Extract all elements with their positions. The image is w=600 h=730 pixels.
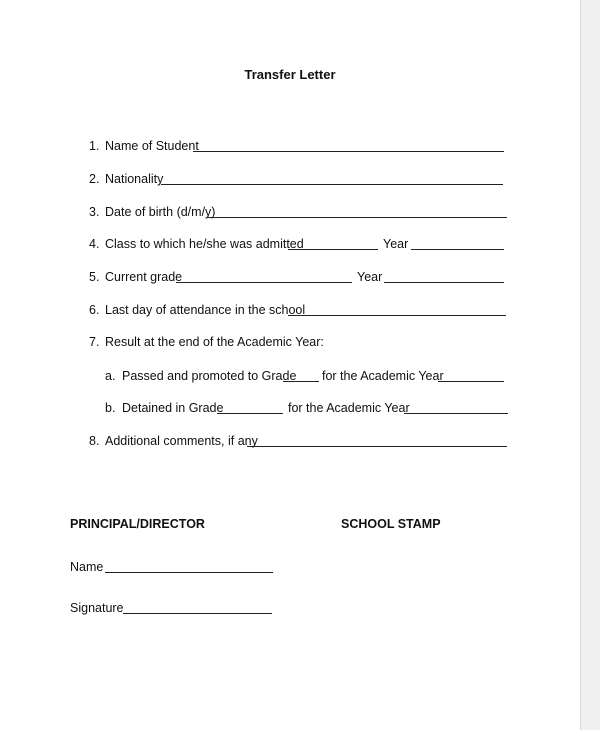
item-4-label: Class to which he/she was admitted: [105, 237, 304, 251]
class-admitted-field[interactable]: [288, 249, 378, 250]
subitem-b-label: Detained in Grade: [122, 401, 224, 415]
current-grade-field[interactable]: [176, 282, 352, 283]
class-admitted-year-field[interactable]: [411, 249, 504, 250]
item-2-label: Nationality: [105, 172, 164, 186]
item-6-number: 6.: [89, 303, 100, 317]
item-3-number: 3.: [89, 205, 100, 219]
subitem-a-letter: a.: [105, 369, 116, 383]
item-5-year-label: Year: [357, 270, 383, 284]
subitem-b-academic-year-label: for the Academic Year: [288, 401, 410, 415]
item-7-label: Result at the end of the Academic Year:: [105, 335, 324, 349]
document-title: Transfer Letter: [244, 67, 336, 82]
additional-comments-field[interactable]: [247, 446, 507, 447]
item-8-number: 8.: [89, 434, 100, 448]
school-stamp-heading: SCHOOL STAMP: [341, 517, 441, 531]
detained-grade-field[interactable]: [217, 413, 283, 414]
principal-heading: PRINCIPAL/DIRECTOR: [70, 517, 205, 531]
principal-name-label: Name: [70, 560, 104, 574]
item-7-number: 7.: [89, 335, 100, 349]
principal-signature-field[interactable]: [123, 613, 272, 614]
item-4-year-label: Year: [383, 237, 409, 251]
item-1-label: Name of Student: [105, 139, 199, 153]
last-attendance-day-field[interactable]: [288, 315, 506, 316]
promoted-academic-year-field[interactable]: [438, 381, 504, 382]
principal-name-field[interactable]: [105, 572, 273, 573]
date-of-birth-field[interactable]: [208, 217, 507, 218]
item-2-number: 2.: [89, 172, 100, 186]
student-name-field[interactable]: [193, 151, 504, 152]
item-3-label: Date of birth (d/m/y): [105, 205, 216, 219]
item-1-number: 1.: [89, 139, 100, 153]
subitem-a-label: Passed and promoted to Grade: [122, 369, 297, 383]
current-grade-year-field[interactable]: [384, 282, 504, 283]
item-6-label: Last day of attendance in the school: [105, 303, 306, 317]
nationality-field[interactable]: [161, 184, 503, 185]
item-8-label: Additional comments, if any: [105, 434, 258, 448]
principal-signature-label: Signature: [70, 601, 124, 615]
item-4-number: 4.: [89, 237, 100, 251]
item-5-number: 5.: [89, 270, 100, 284]
subitem-a-academic-year-label: for the Academic Year: [322, 369, 444, 383]
detained-academic-year-field[interactable]: [404, 413, 508, 414]
item-5-label: Current grade: [105, 270, 183, 284]
subitem-b-letter: b.: [105, 401, 116, 415]
promoted-grade-field[interactable]: [283, 381, 319, 382]
